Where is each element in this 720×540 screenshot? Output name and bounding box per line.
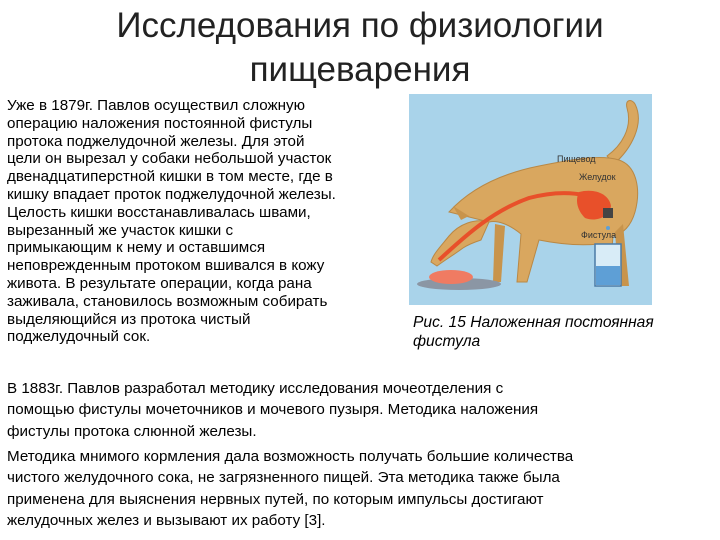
paragraph-line: В 1883г. Павлов разработал методику исследования мочеотделения с	[7, 380, 504, 397]
title-line-2: пищеварения	[249, 50, 471, 89]
beaker-liquid	[596, 266, 620, 285]
paragraph-line: выделяющийся из протока чистый	[7, 310, 251, 328]
slide-title	[0, 4, 720, 92]
caption-line-2: фистула	[413, 333, 481, 350]
paragraph-line: примыкающим к нему и оставшимся	[7, 239, 266, 257]
caption-line-1: Рис. 15 Наложенная постоянная	[413, 314, 654, 331]
paragraph-line: двенадцатиперстной кишки в том месте, где в	[7, 168, 333, 186]
paragraph-line: заживала, становилось возможным собирать	[7, 292, 328, 310]
label-esophagus: Пищевод	[557, 154, 596, 164]
food-in-bowl	[429, 270, 473, 284]
paragraph-line: поджелудочный сок.	[7, 328, 151, 346]
paragraph-line: операцию наложения постоянной фистулы	[7, 114, 313, 132]
paragraph-line: цели он вырезал у собаки небольшой участок	[7, 150, 332, 168]
paragraph-line: протока поджелудочной железы. Для этой	[7, 132, 305, 150]
paragraph-2	[7, 378, 717, 442]
title-line-1: Исследования по физиологии	[116, 6, 604, 45]
paragraph-line: помощью фистулы мочеточников и мочевого пузыря. Методика наложения	[7, 401, 539, 419]
dog-illustration-svg	[409, 94, 652, 305]
paragraph-line: Целость кишки восстанавливалась швами,	[7, 203, 311, 221]
paragraph-line: Методика мнимого кормления дала возможность получать большие количества	[7, 448, 574, 465]
label-fistula: Фистула	[581, 230, 617, 240]
paragraph-line: Уже в 1879г. Павлов осуществил сложную	[7, 97, 306, 114]
paragraph-line: фистулы протока слюнной железы.	[7, 422, 257, 440]
paragraph-line: чистого желудочного сока, не загрязненного пищей. Эта методика также была	[7, 469, 560, 487]
paragraph-line: желудочных желез и вызывают их работу [3].	[7, 512, 326, 530]
fistula-tube	[603, 208, 613, 218]
dog-leg-front	[493, 224, 505, 282]
paragraph-line: кишку впадает проток поджелудочной железы.	[7, 185, 336, 203]
dog-tail	[607, 101, 638, 164]
paragraph-line: применена для выяснения нервных путей, по которым импульсы достигают	[7, 490, 544, 508]
paragraph-3	[7, 446, 717, 532]
paragraph-line: неповрежденным протоком вшивался в кожу	[7, 257, 325, 275]
paragraph-line: вырезанный же участок кишки с	[7, 221, 234, 239]
label-stomach: Желудок	[579, 172, 616, 182]
paragraph-1	[7, 97, 409, 346]
paragraph-line: живота. В результате операции, когда рана	[7, 274, 312, 292]
dog-fistula-illustration	[409, 94, 652, 305]
figure-caption	[413, 313, 713, 351]
